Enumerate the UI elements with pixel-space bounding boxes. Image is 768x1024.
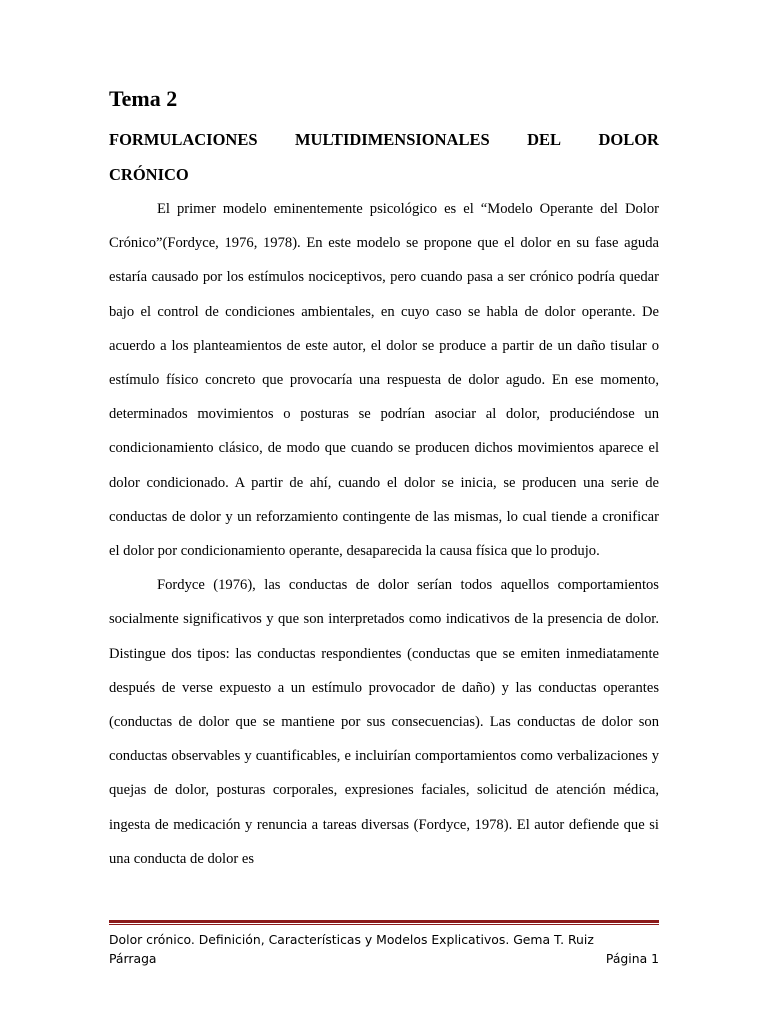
footer-rule-thick bbox=[109, 920, 659, 923]
page-body bbox=[109, 86, 659, 876]
body-paragraph-2: Fordyce (1976), las conductas de dolor serían todos aquellos comportamientos socialmente significativos y que son interpretados como indicativos de la presencia de dolor. Distingue dos tipos: las conductas respondientes (conductas que se emiten inmediatamente después de verse expuesto a un estímulo provocador de daño) y las conductas operantes (conductas de dolor que se mantiene por sus consecuencias). Las conductas de dolor son conductas observables y cuantificables, e incluirían comportamientos como verbalizaciones y quejas de dolor, posturas corporales, expresiones faciales, solicitud de atención médica, ingesta de medicación y renuncia a tareas diversas (Fordyce, 1978). El autor defiende que si una conducta de dolor es bbox=[109, 577, 659, 867]
page-footer bbox=[109, 930, 659, 968]
heading-word: DOLOR bbox=[598, 130, 659, 149]
heading-word: FORMULACIONES bbox=[109, 130, 258, 149]
section-heading-line-1 bbox=[109, 122, 659, 157]
heading-word: MULTIDIMENSIONALES bbox=[294, 130, 490, 149]
footer-rule-thin bbox=[109, 924, 659, 925]
footer-line-1: Dolor crónico. Definición, Características y Modelos Explicativos. Gema T. Ruiz bbox=[109, 932, 594, 947]
body-paragraph-1: El primer modelo eminentemente psicológico es el “Modelo Operante del Dolor Crónico”(Fordyce, 1976, 1978). En este modelo se propone que el dolor en su fase aguda estaría causado por los estímulos nociceptivos, pero cuando pasa a ser crónico podría quedar bajo el control de condiciones ambientales, en cuyo caso se habla de dolor operante. De acuerdo a los planteamientos de este autor, el dolor se produce a partir de un daño tisular o estímulo físico concreto que provocaría una respuesta de dolor agudo. En ese momento, determinados movimientos o posturas se podrían asociar al dolor, produciéndose un condicionamiento clásico, de modo que cuando se producen dichos movimientos aparece el dolor condicionado. A partir de ahí, cuando el dolor se inicia, se producen una serie de conductas de dolor y un reforzamiento contingente de las mismas, lo cual tiende a cronificar el dolor por condicionamiento operante, desaparecida la causa física que lo produjo. bbox=[109, 201, 659, 560]
page-title: Tema 2 bbox=[109, 86, 178, 111]
heading-word: DEL bbox=[527, 130, 562, 149]
section-heading bbox=[109, 122, 659, 192]
page-number: Página 1 bbox=[605, 951, 659, 966]
footer-line-2 bbox=[109, 949, 659, 968]
footer-author-surname: Párraga bbox=[109, 951, 157, 966]
section-heading-line-2: CRÓNICO bbox=[109, 165, 189, 184]
